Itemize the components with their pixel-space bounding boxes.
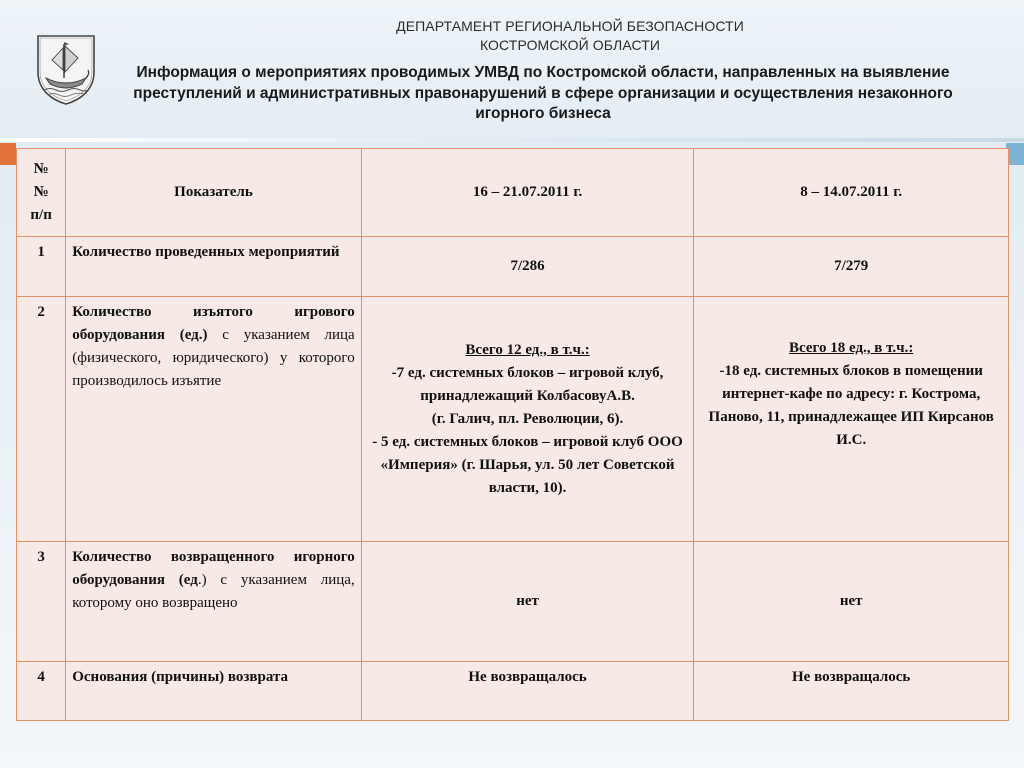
department-line-1: ДЕПАРТАМЕНТ РЕГИОНАЛЬНОЙ БЕЗОПАСНОСТИ bbox=[396, 18, 744, 34]
row-num: 1 bbox=[17, 237, 66, 297]
header-divider bbox=[0, 138, 1024, 142]
row-indicator-bold: Основания (причины) возврата bbox=[72, 669, 289, 685]
department-name bbox=[250, 17, 890, 55]
seized-item-a-1: -7 ед. системных блоков – игровой клуб, принадлежащий КолбасовуА.В. bbox=[391, 364, 664, 404]
seized-item-a-1-address: (г. Галич, пл. Революции, 6). bbox=[431, 410, 624, 427]
row-value-b: нет bbox=[694, 542, 1009, 662]
table-row bbox=[17, 297, 1009, 542]
seized-item-a-2: - 5 ед. системных блоков – игровой клуб ООО «Империя» (г. Шарья, ул. 50 лет Советской власти, 10). bbox=[372, 433, 683, 496]
table-header-row bbox=[17, 149, 1009, 237]
header-num-l1: № bbox=[33, 161, 49, 177]
seized-item-b-1: -18 ед. системных блоков в помещении интернет-кафе по адресу: г. Кострома, Паново, 11, принадлежащее ИП Кирсанов И.С. bbox=[708, 363, 994, 448]
measures-table bbox=[16, 148, 1009, 721]
left-accent-bar bbox=[0, 143, 16, 165]
header-num bbox=[17, 149, 66, 237]
row-num: 2 bbox=[17, 297, 66, 542]
header-period-a: 16 – 21.07.2011 г. bbox=[361, 149, 694, 237]
department-line-2: КОСТРОМСКОЙ ОБЛАСТИ bbox=[479, 37, 661, 53]
row-num: 4 bbox=[17, 662, 66, 721]
page-title: Информация о мероприятиях проводимых УМВД по Костромской области, направленных на выявление преступлений и административных правонарушений в сфере организации и осуществления незаконного игорного бизнеса bbox=[133, 64, 953, 122]
row-indicator-rest: .) с указанием лица, которому оно возвращено bbox=[72, 572, 355, 611]
row-num: 3 bbox=[17, 542, 66, 662]
row-value-b bbox=[694, 297, 1009, 542]
row-value-a: нет bbox=[361, 542, 694, 662]
header-indicator: Показатель bbox=[66, 149, 361, 237]
row-indicator bbox=[66, 662, 361, 721]
coat-of-arms-icon bbox=[34, 32, 98, 106]
row-indicator-bold: Количество возвращенного игорного оборудования (ед bbox=[72, 549, 355, 588]
header-period-b: 8 – 14.07.2011 г. bbox=[694, 149, 1009, 237]
table-row bbox=[17, 662, 1009, 721]
row-indicator bbox=[66, 542, 361, 662]
row-value-a: 7/286 bbox=[361, 237, 694, 297]
row-value-b: 7/279 bbox=[694, 237, 1009, 297]
row-indicator bbox=[66, 237, 361, 297]
row-indicator-bold: Количество изъятого игрового оборудования (ед.) bbox=[72, 304, 355, 343]
row-value-b: Не возвращалось bbox=[694, 662, 1009, 721]
row-indicator-rest: с указанием лица (физического, юридического) у которого производилось изъятие bbox=[72, 327, 355, 389]
seized-total-a: Всего 12 ед., в т.ч.: bbox=[465, 341, 590, 358]
table-row bbox=[17, 542, 1009, 662]
row-value-a bbox=[361, 297, 694, 542]
table-row bbox=[17, 237, 1009, 297]
header-num-l2: № bbox=[33, 184, 49, 200]
row-value-a: Не возвращалось bbox=[361, 662, 694, 721]
row-indicator-bold: Количество проведенных мероприятий bbox=[72, 244, 340, 260]
header-num-l3: п/п bbox=[30, 207, 52, 223]
row-indicator bbox=[66, 297, 361, 542]
seized-total-b: Всего 18 ед., в т.ч.: bbox=[789, 340, 914, 356]
